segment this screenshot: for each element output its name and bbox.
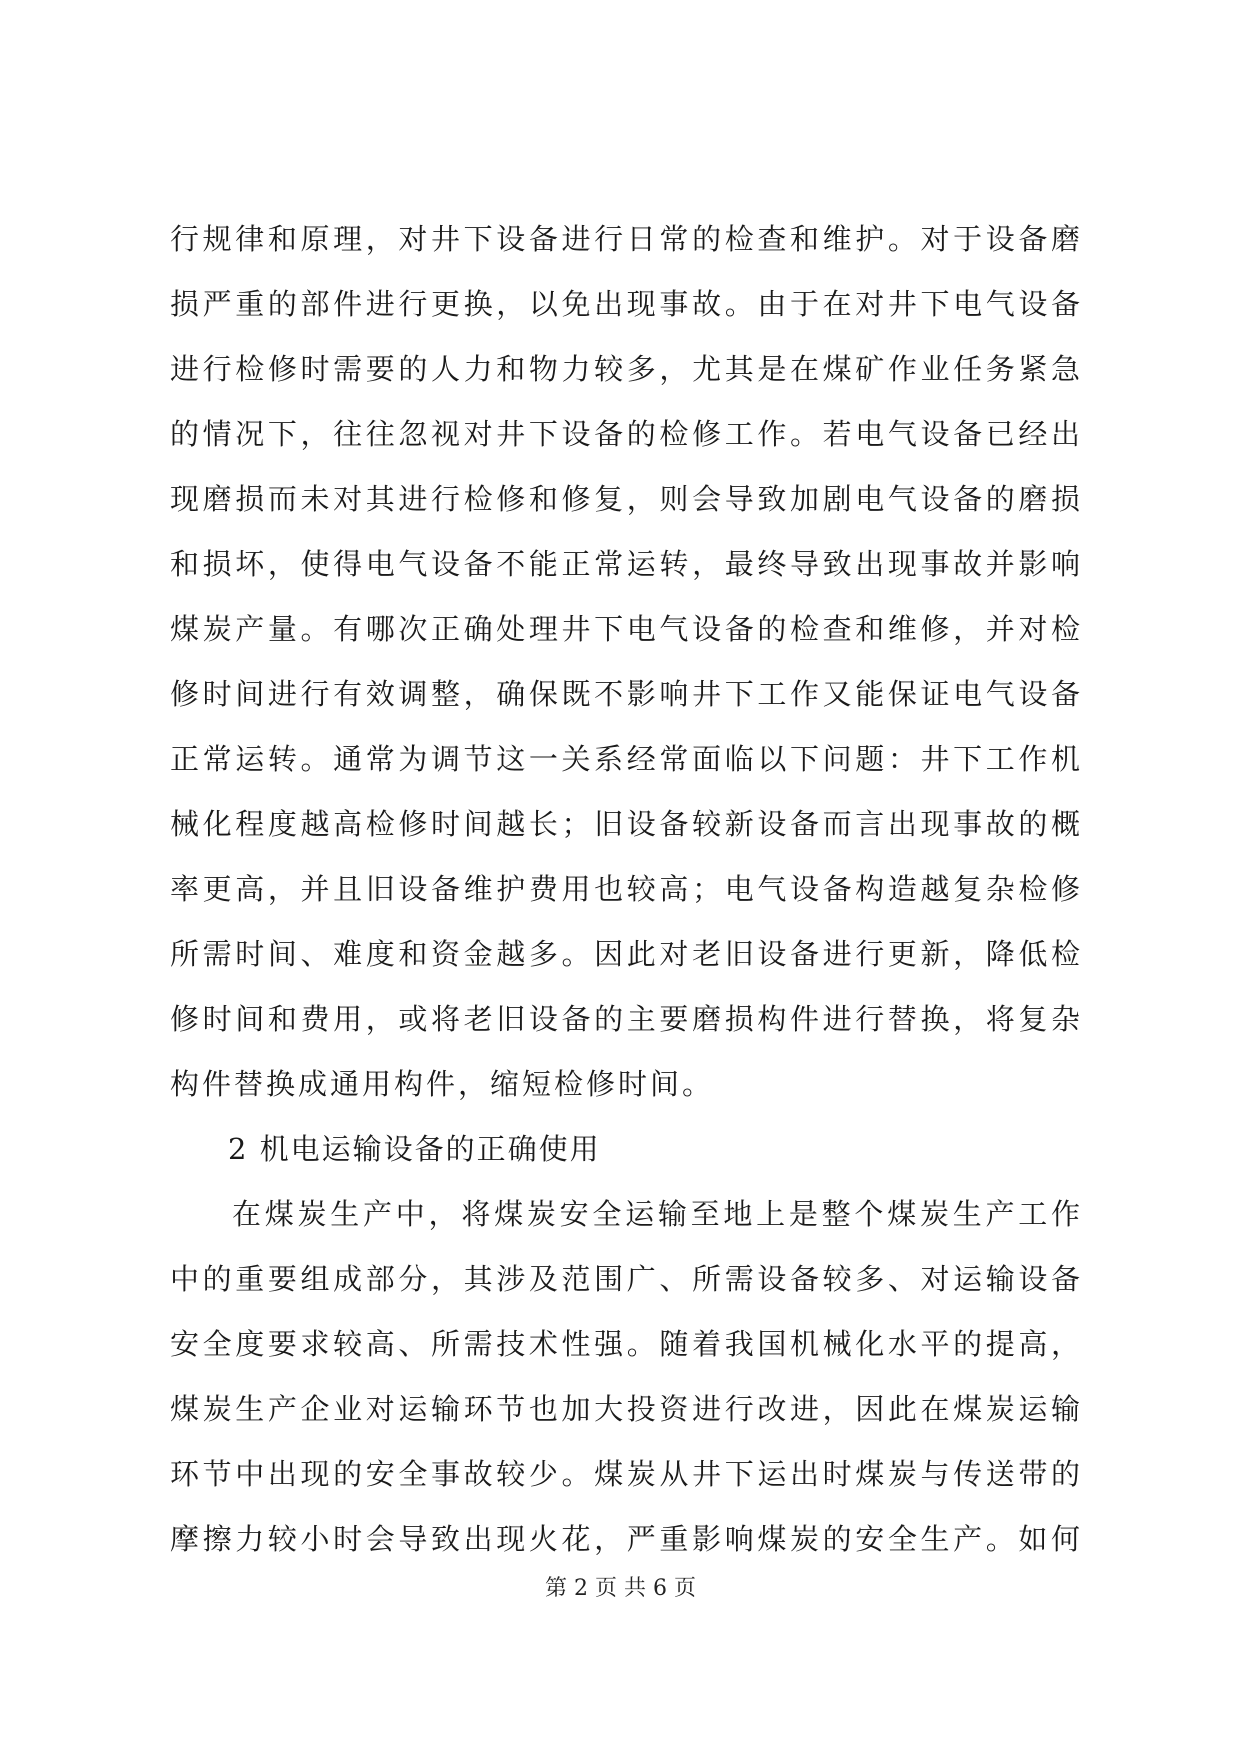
paragraph-line: 在煤炭生产中，将煤炭安全运输至地上是整个煤炭生产工作 <box>232 1197 1080 1231</box>
paragraph-line: 煤炭生产企业对运输环节也加大投资进行改进，因此在煤炭运输 <box>170 1392 1080 1426</box>
paragraph-line: 正常运转。通常为调节这一关系经常面临以下问题：井下工作机 <box>170 742 1080 776</box>
paragraph-line: 修时间进行有效调整，确保既不影响井下工作又能保证电气设备 <box>170 677 1080 711</box>
paragraph-line: 环节中出现的安全事故较少。煤炭从井下运出时煤炭与传送带的 <box>170 1457 1080 1491</box>
page-number-footer: 第 2 页 共 6 页 <box>545 1576 696 1601</box>
paragraph-line: 安全度要求较高、所需技术性强。随着我国机械化水平的提高， <box>170 1327 1080 1361</box>
paragraph-line: 率更高，并且旧设备维护费用也较高；电气设备构造越复杂检修 <box>170 872 1080 906</box>
paragraph-line: 损严重的部件进行更换，以免出现事故。由于在对井下电气设备 <box>170 287 1080 321</box>
paragraph-line: 的情况下，往往忽视对井下设备的检修工作。若电气设备已经出 <box>170 417 1080 451</box>
paragraph-line: 进行检修时需要的人力和物力较多，尤其是在煤矿作业任务紧急 <box>170 352 1080 386</box>
paragraph-line: 械化程度越高检修时间越长；旧设备较新设备而言出现事故的概 <box>170 807 1080 841</box>
paragraph-line: 构件替换成通用构件，缩短检修时间。 <box>170 1067 715 1101</box>
paragraph-line: 现磨损而未对其进行检修和修复，则会导致加剧电气设备的磨损 <box>170 482 1080 516</box>
paragraph-line: 行规律和原理，对井下设备进行日常的检查和维护。对于设备磨 <box>170 222 1080 256</box>
section-heading: 2 机电运输设备的正确使用 <box>228 1132 601 1166</box>
paragraph-line: 修时间和费用，或将老旧设备的主要磨损构件进行替换，将复杂 <box>170 1002 1080 1036</box>
paragraph-line: 摩擦力较小时会导致出现火花，严重影响煤炭的安全生产。如何 <box>170 1522 1080 1556</box>
paragraph-line: 和损坏，使得电气设备不能正常运转，最终导致出现事故并影响 <box>170 547 1080 581</box>
paragraph-line: 煤炭产量。有哪次正确处理井下电气设备的检查和维修，并对检 <box>170 612 1080 646</box>
paragraph-line: 中的重要组成部分，其涉及范围广、所需设备较多、对运输设备 <box>170 1262 1080 1296</box>
document-body <box>170 207 1080 1572</box>
paragraph-line: 所需时间、难度和资金越多。因此对老旧设备进行更新，降低检 <box>170 937 1080 971</box>
